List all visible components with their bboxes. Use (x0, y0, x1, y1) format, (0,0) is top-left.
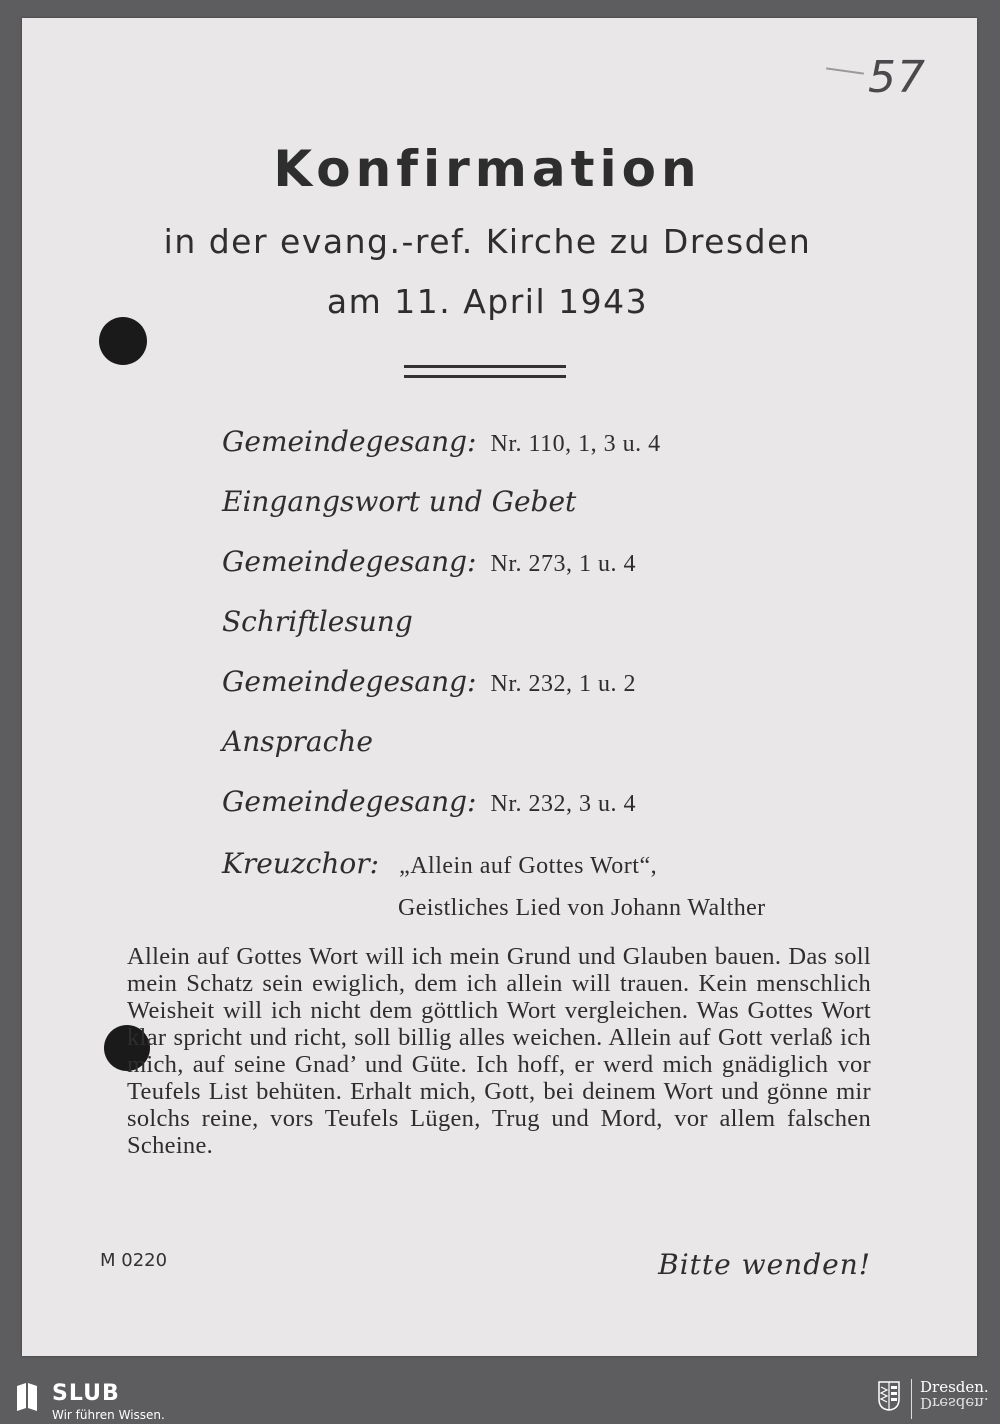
program-item (222, 785, 636, 818)
program-item (222, 545, 636, 578)
program-item-value: „Allein auf Gottes Wort“, (399, 853, 658, 879)
page-title: Konfirmation (273, 140, 702, 198)
program-item (222, 725, 373, 758)
punch-hole-top (99, 317, 147, 365)
program-item-label: Ansprache (222, 725, 373, 758)
program-item-value: Nr. 273, 1 u. 4 (490, 551, 636, 577)
city-logo-mirror: Dresden. (920, 1394, 989, 1412)
footer-divider (911, 1379, 912, 1419)
viewer-footer (0, 1375, 1000, 1424)
program-item-value: Nr. 232, 1 u. 2 (490, 671, 636, 697)
library-name[interactable]: SLUB (52, 1381, 120, 1406)
song-lyrics: Allein auf Gottes Wort will ich mein Grund und Glauben bauen. Das soll mein Schatz sein ewiglich, dem ich allein will trauen. Kein menschlich Weisheit will ich nicht dem göttlich Wort vergleichen. Was Gottes Wort klar spricht und richt, soll billig alles weichen. Allein auf Gott verlaß ich mich, auf seine Gnad’ und Güte. Ich hoff, er werd mich gnädiglich vor Teufels List behüten. Erhalt mich, Gott, bei deinem Wort und gönne mir solchs reine, vors Teufels Lügen, Trug und Mord, vor allem falschen Scheine. (127, 943, 871, 1159)
program-item-label: Gemeindegesang: (222, 425, 477, 458)
program-item-label: Gemeindegesang: (222, 545, 477, 578)
program-item-value: Nr. 232, 3 u. 4 (490, 791, 636, 817)
program-item (222, 425, 661, 458)
program-item-label: Gemeindegesang: (222, 785, 477, 818)
program-item-label: Kreuzchor: (222, 847, 380, 880)
city-logo-text[interactable]: Dresden. (920, 1378, 989, 1396)
program-item-label: Gemeindegesang: (222, 665, 477, 698)
divider-rule-bottom (404, 375, 566, 378)
program-item (222, 605, 413, 638)
program-item (222, 665, 636, 698)
program-item (222, 485, 576, 518)
form-code: M 0220 (100, 1250, 168, 1271)
dresden-crest-icon (878, 1381, 900, 1411)
slub-book-icon (14, 1380, 40, 1412)
subtitle-location: in der evang.-ref. Kirche zu Dresden (163, 222, 812, 261)
divider-rule-top (404, 365, 566, 368)
choir-song-subtitle: Geistliches Lied von Johann Walther (398, 895, 766, 921)
subtitle-date: am 11. April 1943 (326, 282, 649, 321)
program-item-label: Eingangswort und Gebet (222, 485, 577, 518)
turn-over-note: Bitte wenden! (658, 1248, 871, 1281)
program-item-label: Schriftlesung (222, 605, 413, 638)
program-item-value: Nr. 110, 1, 3 u. 4 (490, 431, 661, 457)
library-tagline: Wir führen Wissen. (52, 1408, 165, 1422)
program-item (222, 847, 657, 880)
archive-number: 57 (868, 52, 926, 103)
